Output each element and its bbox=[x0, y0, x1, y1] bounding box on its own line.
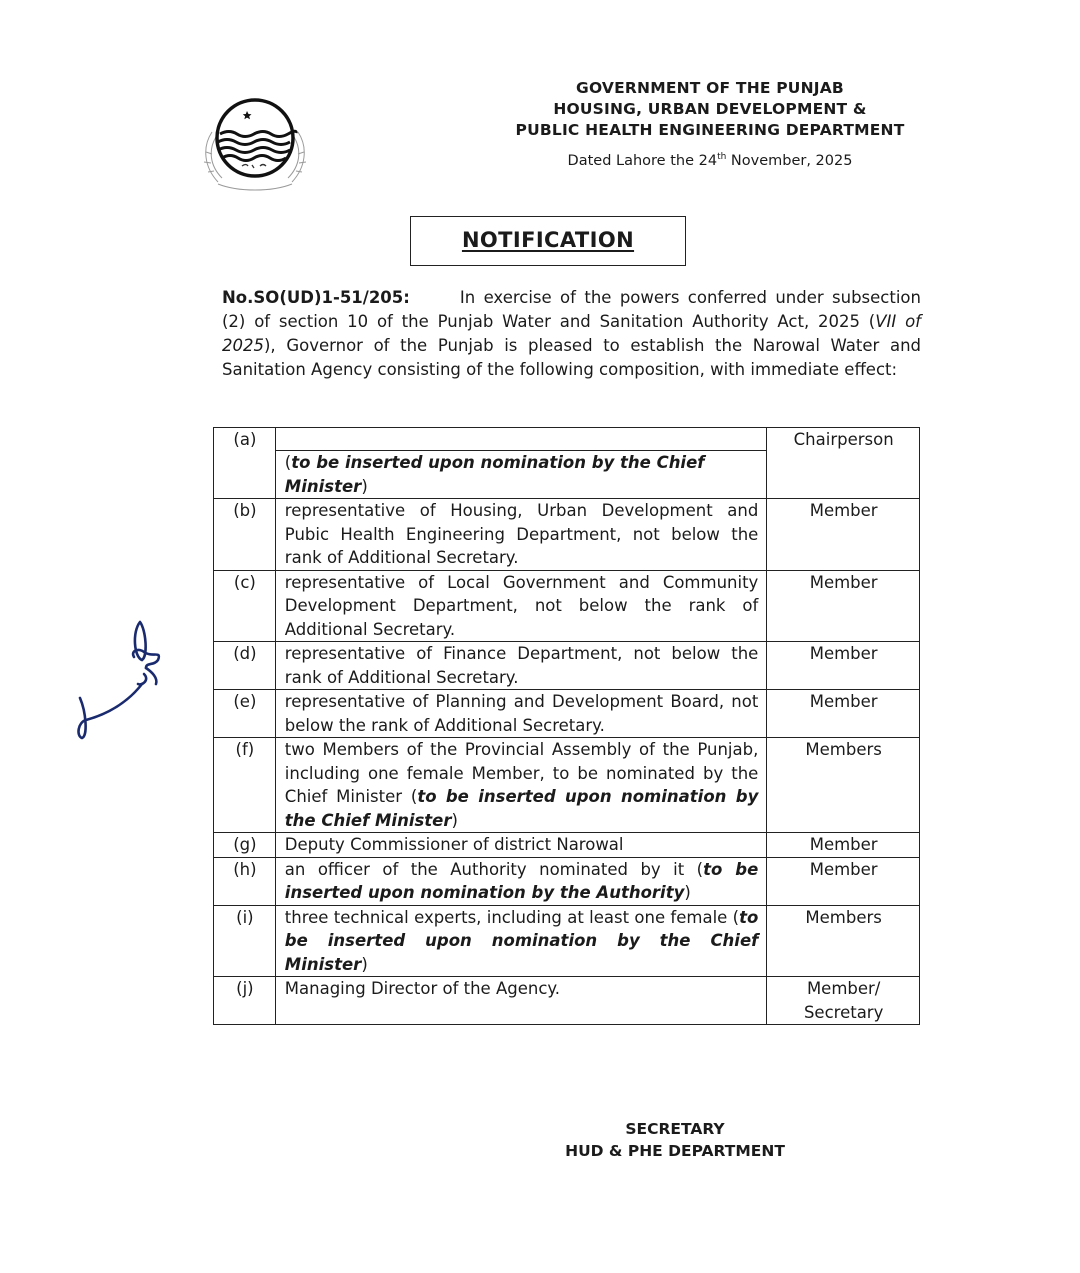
date-ordinal: th bbox=[717, 152, 727, 162]
row-index: (j) bbox=[214, 977, 276, 1025]
row-description: representative of Housing, Urban Development and Pubic Health Engineering Department, not below the rank of Additional Secretary. bbox=[275, 499, 767, 571]
reference-number: No.SO(UD)1-51/205: bbox=[222, 288, 410, 307]
row-description bbox=[275, 905, 767, 977]
row-role: Member bbox=[767, 570, 920, 642]
nomination-note: to be inserted upon nomination by the Chief Minister bbox=[284, 907, 759, 974]
row-description bbox=[275, 857, 767, 905]
notification-title: NOTIFICATION bbox=[461, 228, 635, 252]
act-reference: VII of 2025 bbox=[222, 312, 921, 355]
row-description bbox=[275, 738, 767, 833]
date-prefix: Dated Lahore the 24 bbox=[567, 153, 718, 169]
description-text: two Members of the Provincial Assembly of the Punjab, including one female Member, to be nominated by the Chief Minister ( bbox=[284, 740, 759, 806]
row-role: Member bbox=[767, 499, 920, 571]
description-end: ) bbox=[451, 810, 458, 830]
row-role: Member bbox=[767, 642, 920, 690]
row-index: (h) bbox=[214, 857, 276, 905]
row-index: (d) bbox=[214, 642, 276, 690]
row-role: Member bbox=[767, 857, 920, 905]
date-suffix: November, 2025 bbox=[726, 153, 853, 169]
description-end: ) bbox=[684, 883, 691, 902]
handwritten-initials-icon bbox=[72, 612, 182, 740]
punjab-emblem-icon bbox=[198, 92, 312, 192]
table-row bbox=[214, 690, 920, 738]
government-name: GOVERNMENT OF THE PUNJAB bbox=[576, 79, 844, 97]
row-index: (b) bbox=[214, 499, 276, 571]
row-role: Chairperson bbox=[767, 428, 920, 499]
row-description: Deputy Commissioner of district Narowal bbox=[275, 833, 767, 858]
role-line2: Secretary bbox=[803, 1002, 884, 1022]
intro-text-part1: In exercise of the powers conferred under subsection (2) of section 10 of the Punjab Water and Sanitation Authority Act, 2025 ( bbox=[222, 288, 921, 331]
row-description: (to be inserted upon nomination by the Chief Minister) bbox=[275, 451, 767, 499]
role-line1: Member/ bbox=[806, 979, 881, 998]
row-role: Member bbox=[767, 833, 920, 858]
row-role: Members bbox=[767, 738, 920, 833]
intro-paragraph bbox=[222, 286, 921, 382]
row-description: representative of Local Government and Community Development Department, not below the rank of Additional Secretary. bbox=[275, 570, 767, 642]
row-index: (c) bbox=[214, 570, 276, 642]
row-index: (a) bbox=[214, 428, 276, 499]
row-index: (f) bbox=[214, 738, 276, 833]
nomination-note: to be inserted upon nomination by the Chief Minister bbox=[284, 787, 759, 830]
table-row bbox=[214, 428, 920, 451]
row-description: representative of Planning and Development Board, not below the rank of Additional Secretary. bbox=[275, 690, 767, 738]
nomination-note: to be inserted upon nomination by the Chief Minister bbox=[284, 453, 705, 496]
date-line bbox=[480, 147, 940, 171]
table-row bbox=[214, 738, 920, 833]
signatory-title: SECRETARY bbox=[625, 1120, 725, 1138]
composition-table bbox=[213, 427, 920, 1025]
row-description-blank bbox=[275, 428, 767, 451]
row-index: (g) bbox=[214, 833, 276, 858]
nomination-note: to be inserted upon nomination by the Authority bbox=[284, 859, 759, 902]
description-end: ) bbox=[361, 954, 368, 974]
letterhead bbox=[480, 78, 940, 171]
department-name-line2: PUBLIC HEALTH ENGINEERING DEPARTMENT bbox=[515, 121, 905, 139]
row-index: (e) bbox=[214, 690, 276, 738]
row-role bbox=[767, 977, 920, 1025]
table-row bbox=[214, 570, 920, 642]
signatory-block bbox=[540, 1118, 810, 1162]
description-text: an officer of the Authority nominated by it ( bbox=[284, 859, 704, 879]
table-row bbox=[214, 499, 920, 571]
table-row bbox=[214, 977, 920, 1025]
signatory-department: HUD & PHE DEPARTMENT bbox=[565, 1142, 785, 1160]
description-text: three technical experts, including at least one female ( bbox=[284, 907, 740, 927]
intro-text-part2: ), Governor of the Punjab is pleased to establish the Narowal Water and Sanitation Agency consisting of the following composition, with immediate effect: bbox=[222, 336, 921, 379]
table-row bbox=[214, 905, 920, 977]
row-description: representative of Finance Department, not below the rank of Additional Secretary. bbox=[275, 642, 767, 690]
table-row bbox=[214, 642, 920, 690]
row-index: (i) bbox=[214, 905, 276, 977]
department-name-line1: HOUSING, URBAN DEVELOPMENT & bbox=[553, 100, 867, 118]
table-row bbox=[214, 857, 920, 905]
table-row bbox=[214, 833, 920, 858]
row-role: Member bbox=[767, 690, 920, 738]
row-description: Managing Director of the Agency. bbox=[275, 977, 767, 1025]
row-role: Members bbox=[767, 905, 920, 977]
notification-title-box bbox=[410, 216, 686, 266]
